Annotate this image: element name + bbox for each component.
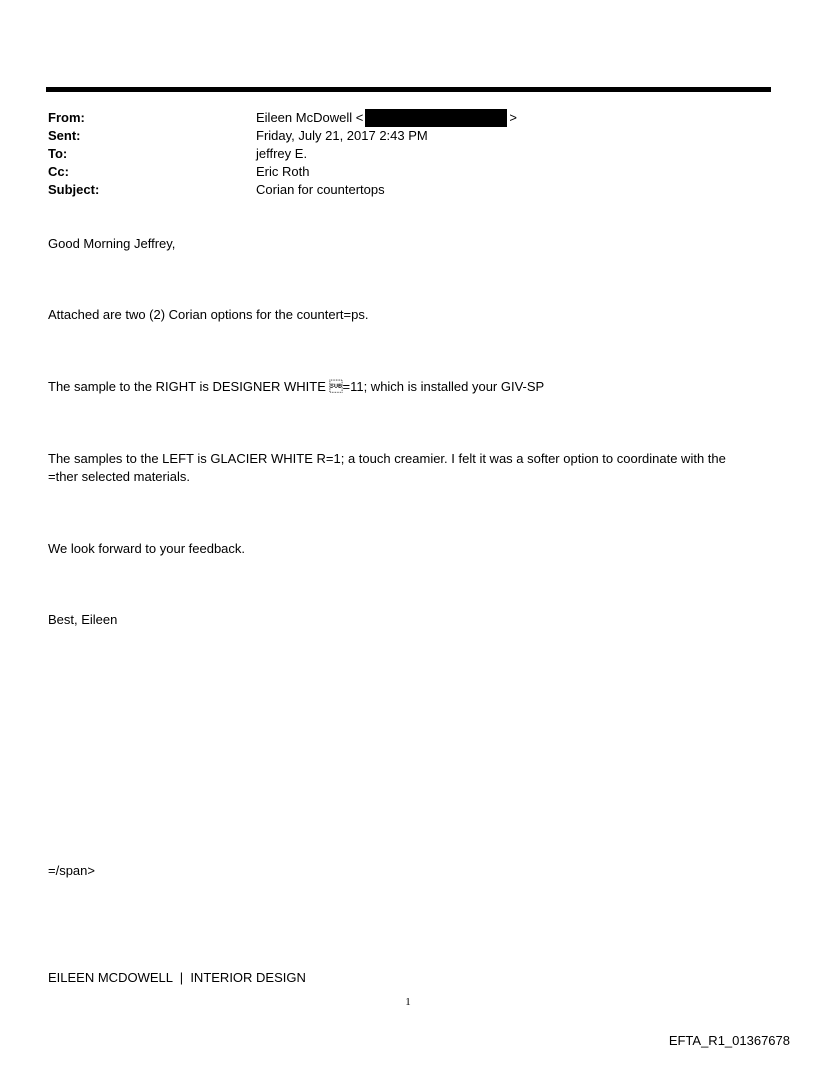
subject-value: Corian for countertops — [256, 182, 385, 197]
paragraph-2: The sample to the RIGHT is DESIGNER WHITE =11; which is installed your GIV-SP — [48, 379, 545, 394]
redacted-email — [365, 109, 507, 127]
page-number: 1 — [405, 996, 411, 1008]
sent-row — [48, 127, 428, 145]
cc-value: Eric Roth — [256, 164, 310, 179]
cc-label: Cc: — [48, 164, 69, 179]
subject-label: Subject: — [48, 182, 100, 197]
email-open-bracket: < — [355, 110, 364, 125]
greeting: Good Morning Jeffrey, — [48, 236, 176, 251]
sent-label: Sent: — [48, 128, 81, 143]
from-label: From: — [48, 110, 85, 125]
from-value — [256, 109, 517, 127]
subject-row — [48, 181, 385, 199]
cc-row — [48, 163, 310, 181]
paragraph-4: We look forward to your feedback. — [48, 541, 246, 556]
from-row — [48, 109, 517, 127]
paragraph-1: Attached are two (2) Corian options for the countert=ps. — [48, 307, 369, 322]
sender-name: Eileen McDowell — [256, 110, 353, 125]
to-label: To: — [48, 146, 68, 161]
signature-line: EILEEN MCDOWELL | INTERIOR DESIGN — [48, 970, 306, 985]
paragraph-3: The samples to the LEFT is GLACIER WHITE R=1; a touch creamier. I felt it was a softer option to coordinate with the =ther selected materials. — [48, 451, 726, 484]
sent-value: Friday, July 21, 2017 2:43 PM — [256, 128, 428, 143]
bates-number: EFTA_R1_01367678 — [668, 1033, 790, 1048]
html-artifact: =/span> — [48, 863, 95, 878]
sign-off: Best, Eileen — [48, 612, 118, 627]
to-value: jeffrey E. — [256, 146, 308, 161]
header-rule — [46, 87, 771, 92]
to-row — [48, 145, 308, 163]
email-close-bracket: > — [509, 110, 517, 125]
